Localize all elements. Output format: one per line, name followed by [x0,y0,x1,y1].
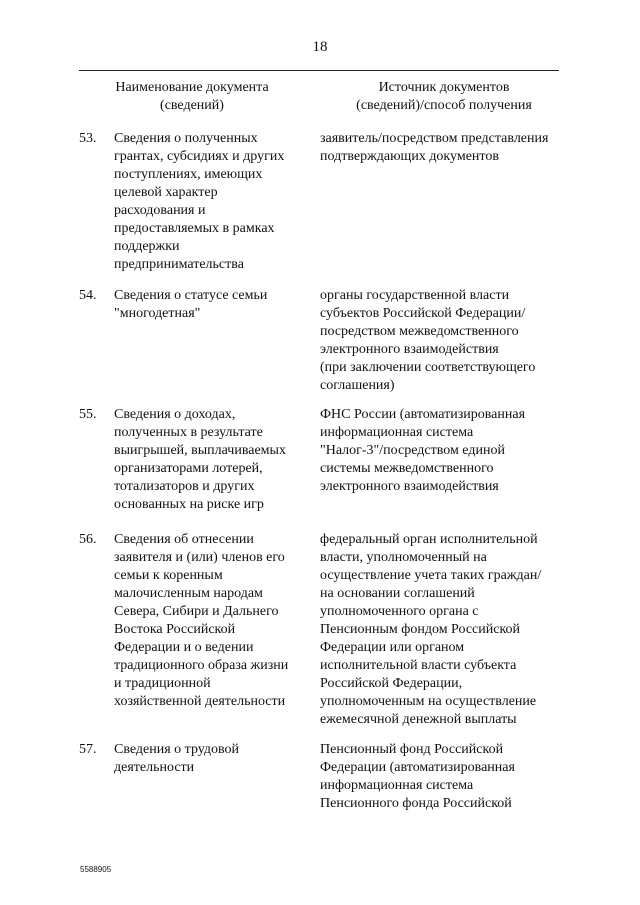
entry-number: 57. [79,742,97,757]
column-header-document-source-line: Источник документов [378,80,510,95]
entry-name-line: малочисленным народам [114,586,263,601]
entry-source-line: информационная система [320,778,474,793]
entry-document-name [114,287,294,323]
entry-name-line: полученных в результате [114,425,263,440]
column-header-document-source-line: (сведений)/способ получения [356,98,532,113]
entry-name-line: Сведения об отнесении [114,532,254,547]
entry-source-line: исполнительной власти субъекта [320,658,517,673]
entry-number: 55. [79,407,97,422]
entry-source-line: власти, уполномоченный на [320,550,487,565]
entry-document-source [320,741,570,813]
entry-source-line: Пенсионный фонд Российской [320,742,504,757]
entry-source-line: ежемесячной денежной выплаты [320,712,517,727]
entry-name-line: Федерации и о ведении [114,640,254,655]
entry-source-line: информационная система [320,425,474,440]
entry-name-line: расходования и [114,203,206,218]
entry-name-line: Востока Российской [114,622,236,637]
column-header-document-name-line: Наименование документа [115,80,269,95]
document-code: 5588905 [80,865,112,874]
entry-name-line: традиционного образа жизни [114,658,289,673]
entry-name-line: выигрышей, выплачиваемых [114,443,286,458]
entry-name-line: целевой характер [114,185,218,200]
entry-source-line: Федерации или органом [320,640,465,655]
entry-name-line: Сведения о статусе семьи [114,288,268,303]
entry-source-line: электронного взаимодействия [320,342,499,357]
entry-name-line: предоставляемых в рамках [114,221,275,236]
entry-number: 54. [79,288,97,303]
entry-document-source [320,287,570,395]
entry-source-line: ФНС России (автоматизированная [320,407,526,422]
entry-source-line: Федерации (автоматизированная [320,760,515,775]
entry-source-line: электронного взаимодействия [320,479,499,494]
entry-name-line: основанных на риске игр [114,497,264,512]
entry-name-line: и традиционной [114,676,211,691]
entry-source-line: органы государственной власти [320,288,510,303]
entry-source-line: посредством межведомственного [320,324,519,339]
entry-document-name [114,531,294,711]
entry-source-line: подтверждающих документов [320,149,499,164]
entry-name-line: "многодетная" [114,306,201,321]
entry-name-line: предпринимательства [114,257,244,272]
entry-name-line: семьи к коренным [114,568,223,583]
entry-document-source [320,406,570,496]
entry-source-line: Российской Федерации, [320,676,463,691]
column-header-document-name-line: (сведений) [160,98,224,113]
entry-name-line: организаторами лотерей, [114,461,263,476]
entry-source-line: субъектов Российской Федерации/ [320,306,526,321]
entry-source-line: уполномоченным на осуществление [320,694,537,709]
entry-name-line: поддержки [114,239,180,254]
entry-document-name [114,741,294,777]
entry-number: 53. [79,131,97,146]
column-header-document-name [100,79,284,115]
entry-name-line: хозяйственной деятельности [114,694,286,709]
entry-source-line: (при заключении соответствующего [320,360,536,375]
entry-name-line: грантах, субсидиях и других [114,149,285,164]
entry-name-line: деятельности [114,760,195,775]
header-divider [79,70,559,71]
entry-source-line: соглашения) [320,378,395,393]
entry-source-line: Пенсионного фонда Российской [320,796,512,811]
column-header-document-source [324,79,564,115]
entry-document-source [320,130,570,166]
entry-name-line: заявителя и (или) членов его [114,550,285,565]
entry-source-line: системы межведомственного [320,461,494,476]
entry-name-line: Сведения о трудовой [114,742,240,757]
entry-name-line: Севера, Сибири и Дальнего [114,604,279,619]
page-number: 18 [312,39,328,55]
entry-name-line: тотализаторов и других [114,479,255,494]
entry-source-line: уполномоченного органа с [320,604,479,619]
entry-name-line: Сведения о доходах, [114,407,236,422]
entry-document-source [320,531,570,729]
entry-name-line: поступлениях, имеющих [114,167,263,182]
entry-source-line: Пенсионным фондом Российской [320,622,521,637]
entry-document-name [114,406,294,514]
entry-source-line: осуществление учета таких граждан/ [320,568,542,583]
entry-name-line: Сведения о полученных [114,131,258,146]
entry-source-line: федеральный орган исполнительной [320,532,538,547]
entry-source-line: на основании соглашений [320,586,475,601]
entry-number: 56. [79,532,97,547]
entry-source-line: заявитель/посредством представления [320,131,549,146]
entry-source-line: "Налог-3"/посредством единой [320,443,505,458]
entry-document-name [114,130,294,274]
